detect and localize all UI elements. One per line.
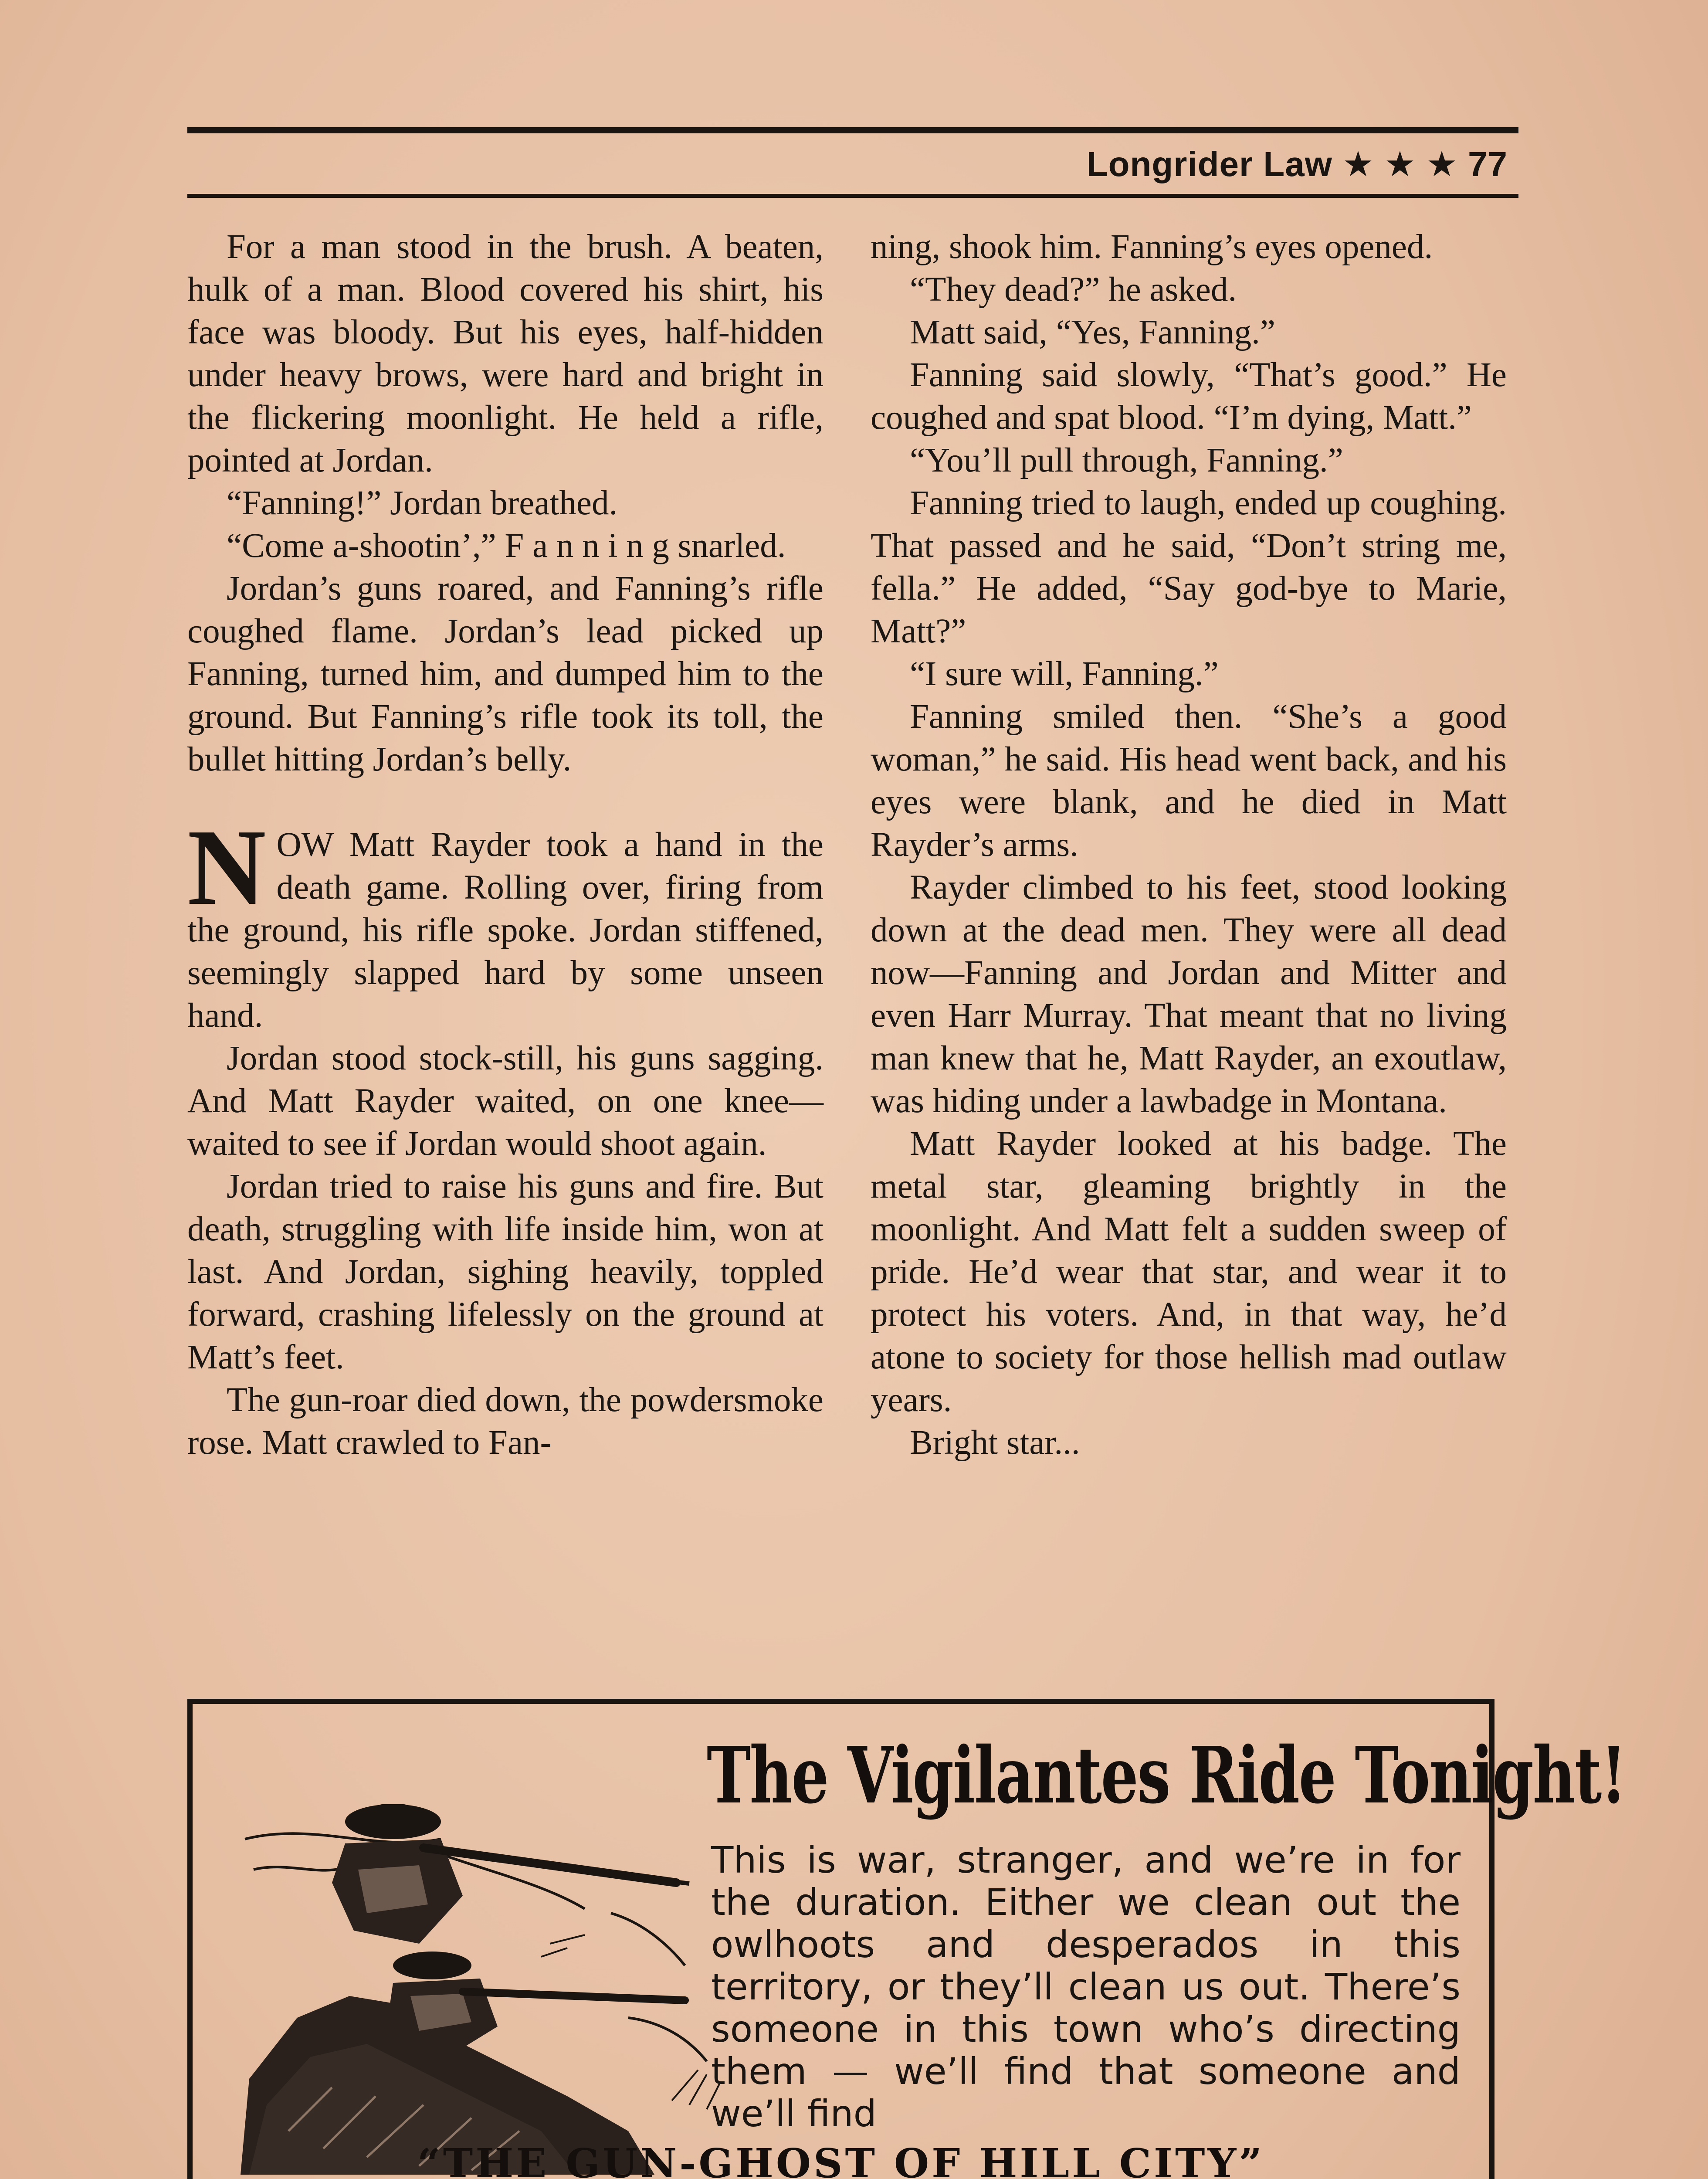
- paragraph: “You’ll pull through, Fanning.”: [910, 441, 1343, 479]
- ad-novel-title: “THE GUN-GHOST OF HILL CITY”: [417, 2140, 1265, 2179]
- ad-body-text: This is war, stranger, and we’re in for the duration. Either we clean out the owlhoots and desperados in this territory, or they’ll clean us out. There’s someone in this town who’s directing them — we’ll find that someone and we’ll find: [711, 1839, 1461, 2135]
- paragraph-continued: ning, shook him. Fanning’s eyes opened.: [871, 228, 1433, 266]
- paragraph: The gun-roar died down, the powdersmoke rose. Matt crawled to Fan-: [187, 1381, 824, 1462]
- header-rule-bottom: [187, 194, 1518, 198]
- paragraph: Rayder climbed to his feet, stood looking down at the dead men. They were all dead now—Fanning and Jordan and Mitter and even Harr Murray. That meant that no living man knew that he, Matt Rayder, an exoutlaw, was hiding under a lawbadge in Montana.: [871, 869, 1507, 1120]
- paragraph: “Fanning!” Jordan breathed.: [227, 484, 618, 522]
- section-opening-paragraph: [187, 807, 824, 1037]
- paragraph: Jordan stood stock-still, his guns sagging. And Matt Rayder waited, on one knee—waited to see if Jordan would shoot again.: [187, 1039, 824, 1163]
- header-rule-top: [187, 127, 1518, 133]
- advertisement-box: [187, 1699, 1626, 2179]
- paragraph: Jordan’s guns roared, and Fanning’s rifle coughed flame. Jordan’s lead picked up Fanning, turned him, and dumped him to the ground. But Fanning’s rifle took its toll, the bullet hitting Jordan’s belly.: [187, 570, 824, 778]
- drop-cap: N: [187, 807, 266, 928]
- ad-headline: The Vigilantes Ride Tonight!: [707, 1730, 1626, 1821]
- paragraph: Matt Rayder looked at his badge. The metal star, gleaming brightly in the moonlight. And Matt felt a sudden sweep of pride. He’d wear that star, and wear it to protect his voters. And, in that way, he’d atone to society for those hellish mad outlaw years.: [871, 1125, 1507, 1419]
- paragraph: For a man stood in the brush. A beaten, hulk of a man. Blood covered his shirt, his face was bloody. But his eyes, half-hidden under heavy brows, were hard and bright in the flickering moonlight. He held a rifle, pointed at Jordan.: [187, 228, 824, 479]
- paragraph: “Come a-shootin’,” F a n n i n g snarled.: [227, 527, 786, 565]
- paragraph: Fanning smiled then. “She’s a good woman,” he said. His head went back, and his eyes were blank, and he died in Matt Rayder’s arms.: [871, 698, 1507, 864]
- paragraph: Bright star...: [910, 1424, 1080, 1462]
- left-column: [187, 226, 824, 1464]
- paragraph: Matt said, “Yes, Fanning.”: [910, 313, 1275, 351]
- paragraph: “I sure will, Fanning.”: [910, 655, 1219, 693]
- section-opening-text: OW Matt Rayder took a hand in the death game. Rolling over, firing from the ground, his rifle spoke. Jordan stiffened, seemingly slapped hard by some unseen hand.: [187, 826, 824, 1035]
- paragraph: Jordan tried to raise his guns and fire. But death, struggling with life inside him, won at last. And Jordan, sighing heavily, toppled forward, crashing lifelessly on the ground at Matt’s feet.: [187, 1168, 824, 1376]
- paragraph: Fanning said slowly, “That’s good.” He coughed and spat blood. “I’m dying, Matt.”: [871, 356, 1507, 437]
- right-column: [871, 226, 1507, 1464]
- running-head: Longrider Law ★ ★ ★ 77: [1086, 145, 1508, 183]
- paragraph: “They dead?” he asked.: [910, 271, 1237, 309]
- paragraph: Fanning tried to laugh, ended up coughing. That passed and he said, “Don’t string me, fella.” He added, “Say god-bye to Marie, Matt?”: [871, 484, 1507, 650]
